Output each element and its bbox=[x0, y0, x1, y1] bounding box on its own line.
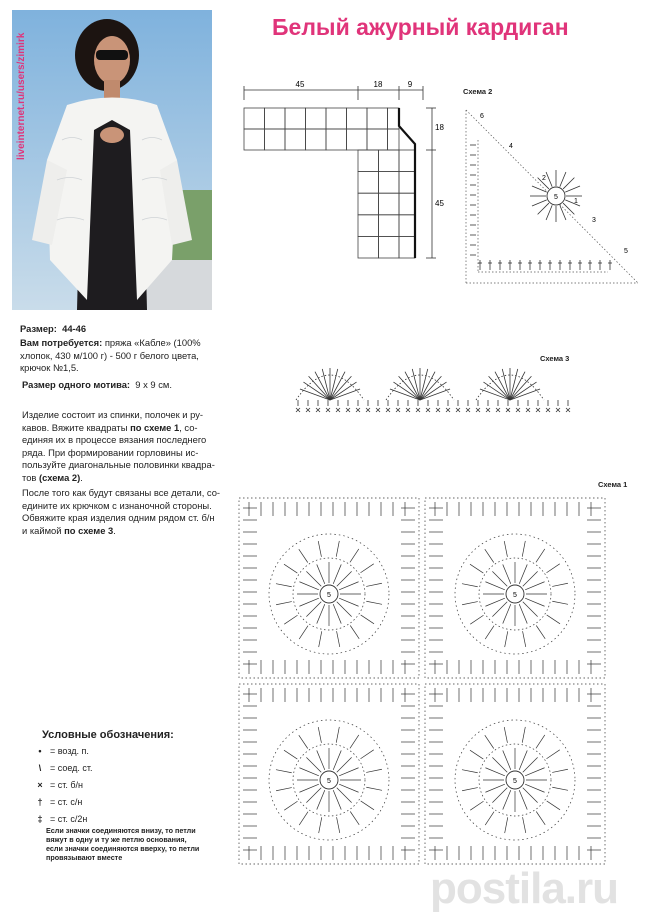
dim-right-bottom: 45 bbox=[435, 199, 444, 208]
instr-line: ряда. При формировании горловины ис- bbox=[22, 446, 199, 458]
instr-line: и каймой по схеме 3. bbox=[22, 524, 116, 536]
motif-center-label: 5 bbox=[513, 778, 517, 785]
instr-line: Изделие состоит из спинки, полочек и ру- bbox=[22, 409, 204, 420]
page-title: Белый ажурный кардиган bbox=[272, 14, 569, 40]
size-value: 44-46 bbox=[62, 323, 87, 334]
legend-item: \ = соед. ст. bbox=[34, 759, 214, 776]
garment-grid-diagram bbox=[238, 78, 453, 268]
scheme1-motif-diagram bbox=[233, 492, 623, 886]
instr-line: кавов. Вяжите квадраты по схеме 1, со- bbox=[22, 421, 198, 433]
motif-line bbox=[22, 379, 172, 392]
dim-top-right: 9 bbox=[407, 80, 413, 89]
materials-line1: пряжа «Кабле» (100% bbox=[102, 337, 201, 348]
single-crochet-icon: × bbox=[37, 779, 43, 790]
s2-row-2: 2 bbox=[542, 175, 546, 182]
instr-line: тов (схема 2). bbox=[22, 471, 83, 483]
s2-row-6: 6 bbox=[480, 113, 484, 120]
photo-illustration bbox=[12, 10, 212, 310]
watermark: postila.ru bbox=[430, 864, 619, 913]
instr-line: Обвяжите края изделия одним рядом ст. б/н bbox=[22, 512, 215, 523]
scheme3-border-diagram bbox=[292, 360, 582, 416]
chain-stitch-icon: • bbox=[38, 745, 42, 756]
scheme1-label: Схема 1 bbox=[598, 480, 628, 489]
legend-item: † = ст. с/н bbox=[34, 793, 214, 810]
motif-center-label: 5 bbox=[327, 592, 331, 599]
scheme2-diagram bbox=[458, 100, 648, 292]
scheme3-label: Схема 3 bbox=[540, 354, 570, 363]
double-crochet-icon: † bbox=[37, 796, 43, 807]
materials-label: Вам потребуется: bbox=[20, 337, 103, 348]
legend-item: ‡ = ст. с/2н bbox=[34, 810, 214, 827]
materials-line3: крючок №1,5. bbox=[20, 362, 79, 373]
instr-line: единяя их в процессе вязания последнего bbox=[22, 434, 207, 445]
dim-top-mid: 18 bbox=[373, 80, 383, 89]
treble-crochet-icon: ‡ bbox=[37, 813, 43, 824]
motif-value: 9 х 9 см. bbox=[135, 379, 172, 390]
instr-line: пользуйте диагональные половинки квадра- bbox=[22, 459, 215, 470]
photo-credit: liveinternet.ru/users/zimirk bbox=[16, 32, 27, 160]
materials-block bbox=[20, 337, 250, 375]
scheme2-label: Схема 2 bbox=[463, 87, 493, 96]
size-label: Размер: bbox=[20, 323, 57, 334]
legend-title: Условные обозначения: bbox=[42, 729, 174, 741]
s2-row-4: 4 bbox=[509, 143, 513, 150]
legend-note: Если значки соединяются внизу, то петли вяжут в одну и ту же петлю основания, если значки соединяются вверху, то петли провязывают вместе bbox=[46, 826, 200, 862]
legend-item: • = возд. п. bbox=[34, 742, 214, 759]
legend-item: × = ст. б/н bbox=[34, 776, 214, 793]
dim-top-left: 45 bbox=[295, 80, 305, 89]
instr-line: После того как будут связаны все детали, со- bbox=[22, 487, 221, 498]
s2-row-3: 3 bbox=[592, 217, 596, 224]
size-line bbox=[20, 323, 86, 336]
motif-center-label: 5 bbox=[513, 592, 517, 599]
slip-stitch-icon: \ bbox=[38, 762, 42, 773]
motif-label: Размер одного мотива: bbox=[22, 379, 131, 390]
instructions bbox=[22, 409, 222, 537]
instr-line: едините их крючком с изнаночной стороны. bbox=[22, 499, 212, 511]
dim-right-top: 18 bbox=[435, 123, 444, 132]
s2-row-5: 5 bbox=[624, 248, 628, 255]
motif-center-label: 5 bbox=[327, 778, 331, 785]
materials-line2: хлопок, 430 м/100 г) - 500 г белого цвета, bbox=[20, 349, 199, 361]
legend-list bbox=[34, 742, 214, 827]
cardigan-photo bbox=[12, 10, 212, 310]
s2-row-1: 1 bbox=[574, 198, 578, 205]
scheme2-center: 5 bbox=[554, 194, 558, 201]
